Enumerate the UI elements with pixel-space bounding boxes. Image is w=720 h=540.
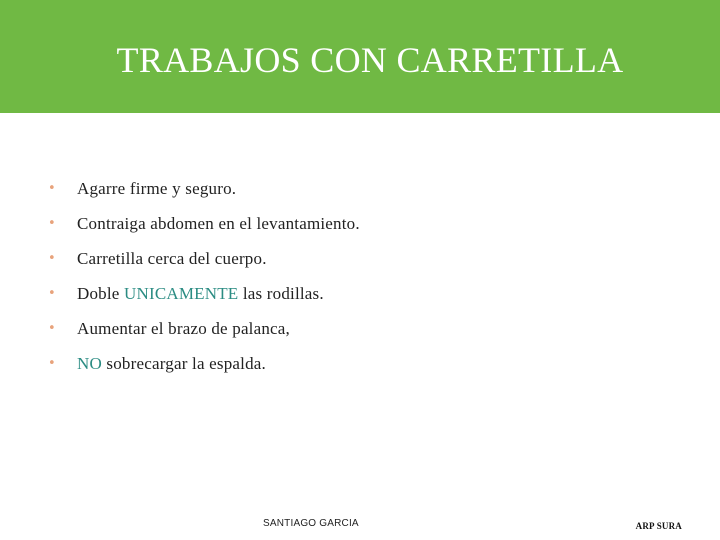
bullet-text: Carretilla cerca del cuerpo. [77, 249, 267, 268]
bullet-text-after: las rodillas. [238, 284, 324, 303]
footer-author: SANTIAGO GARCIA [263, 518, 359, 529]
bullet-text: Agarre firme y seguro. [77, 179, 237, 198]
bullet-item [48, 347, 360, 382]
footer-brand: ARP SURA [635, 521, 682, 531]
bullet-item [48, 242, 360, 277]
bullet-icon: • [48, 216, 56, 231]
bullet-item [48, 172, 360, 207]
bullet-text-after: sobrecargar la espalda. [101, 354, 266, 373]
bullet-list [48, 172, 360, 382]
bullet-text-before: Doble [77, 284, 124, 303]
bullet-text: Contraiga abdomen en el levantamiento. [77, 214, 360, 233]
title-bar [0, 0, 720, 113]
bullet-highlight: UNICAMENTE [124, 284, 239, 303]
bullet-icon: • [48, 356, 56, 371]
bullet-icon: • [48, 181, 56, 196]
bullet-highlight: NO [77, 354, 102, 373]
bullet-item [48, 312, 360, 347]
bullet-icon: • [48, 286, 56, 301]
bullet-item [48, 277, 360, 312]
bullet-item [48, 207, 360, 242]
bullet-icon: • [48, 321, 56, 336]
bullet-icon: • [48, 251, 56, 266]
slide-title: TRABAJOS CON CARRETILLA [116, 40, 624, 80]
bullet-text: Aumentar el brazo de palanca, [77, 319, 290, 338]
